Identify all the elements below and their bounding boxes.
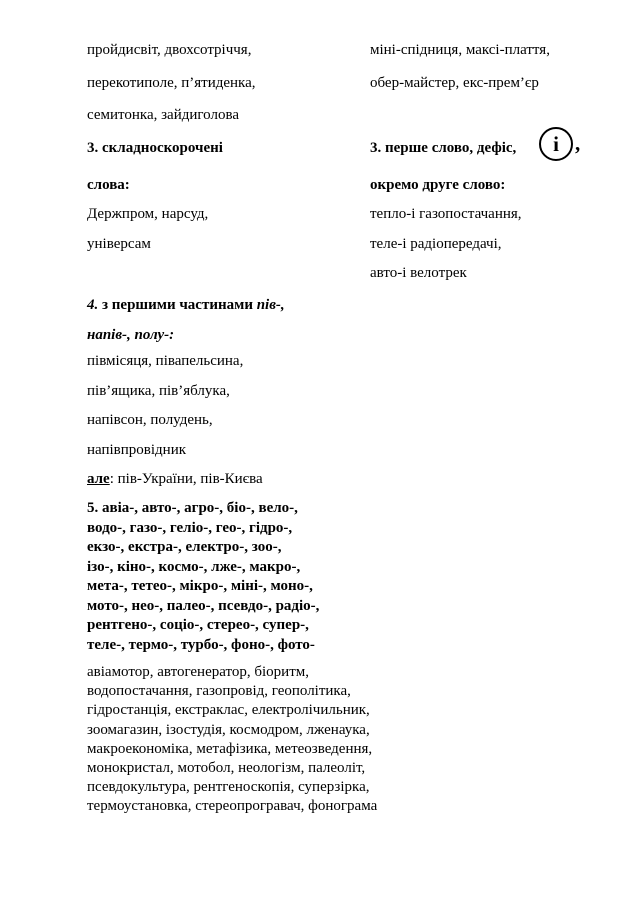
right-section-3-title-cont: окремо друге слово: [370, 177, 506, 193]
section-3-example-2: універсам [87, 236, 151, 252]
example-line: макроекономіка, метафізика, метеозведення, [87, 740, 373, 757]
right-section-3-title: 3. перше слово, дефіс, [370, 140, 517, 156]
section-4-title-prefix: пів-, [252, 297, 285, 313]
left-line-3: семитонка, зайдиголова [87, 107, 239, 123]
prefix-line: рентгено-, соціо-, стерео-, супер-, [87, 617, 309, 633]
right-line-1: міні-спідниця, максі-плаття, [370, 42, 550, 58]
example-line: авіамотор, автогенератор, біоритм, [87, 664, 309, 680]
prefix-line: мета-, тетео-, мікро-, міні-, моно-, [87, 578, 313, 594]
circle-comma: , [575, 131, 581, 155]
section-4-example-4: напівпровідник [87, 442, 187, 458]
left-line-1: пройдисвіт, двохсотріччя, [87, 42, 252, 58]
section-4-title-cont: напів-, полу-: [87, 327, 175, 343]
example-line: водопостачання, газопровід, геополітика, [87, 683, 351, 700]
right-example-2: теле-і радіопередачі, [370, 236, 502, 252]
section-4-example-2: пів’ящика, пів’яблука, [87, 383, 230, 399]
exception-text: : пів-України, пів-Києва [109, 471, 263, 487]
right-example-1: тепло-і газопостачання, [370, 206, 522, 222]
example-line: псевдокультура, рентгеноскопія, суперзірка, [87, 779, 370, 796]
section-4-example-3: напівсон, полудень, [87, 412, 213, 428]
section-5-prefix-list [87, 499, 319, 655]
section-3-example-1: Держпром, нарсуд, [87, 206, 209, 222]
prefix-line: теле-, термо-, турбо-, фоно-, фото- [87, 636, 315, 653]
left-line-2: перекотиполе, п’ятиденка, [87, 75, 256, 91]
prefix-line: водо-, газо-, геліо-, гео-, гідро-, [87, 519, 293, 536]
circled-letter-i: і [539, 127, 573, 161]
example-line: гідростанція, екстраклас, електролічильник, [87, 702, 370, 719]
prefix-line: 5. авіа-, авто-, агро-, біо-, вело-, [87, 500, 298, 516]
exception-label: але [87, 471, 110, 487]
section-3-title-cont: слова: [87, 177, 130, 193]
right-example-3: авто-і велотрек [370, 265, 467, 281]
section-4-title-text: з першими частинами [98, 297, 253, 313]
right-line-2: обер-майстер, екс-прем’єр [370, 75, 539, 91]
example-line: термоустановка, стереопрогравач, фонограма [87, 798, 378, 815]
section-5-examples [87, 663, 377, 817]
example-line: монокристал, мотобол, неологізм, палеоліт, [87, 760, 366, 777]
section-4-example-1: півмісяця, півапельсина, [87, 353, 244, 369]
section-4-number: 4. [87, 297, 99, 313]
section-4-title [87, 296, 285, 314]
prefix-line: мото-, нео-, палео-, псевдо-, радіо-, [87, 597, 320, 614]
example-line: зоомагазин, ізостудія, космодром, лженаука, [87, 721, 370, 738]
section-3-title: 3. складноскорочені [87, 140, 223, 156]
prefix-line: екзо-, екстра-, електро-, зоо-, [87, 539, 282, 555]
section-4-exception [87, 470, 263, 488]
prefix-line: ізо-, кіно-, космо-, лже-, макро-, [87, 558, 301, 575]
